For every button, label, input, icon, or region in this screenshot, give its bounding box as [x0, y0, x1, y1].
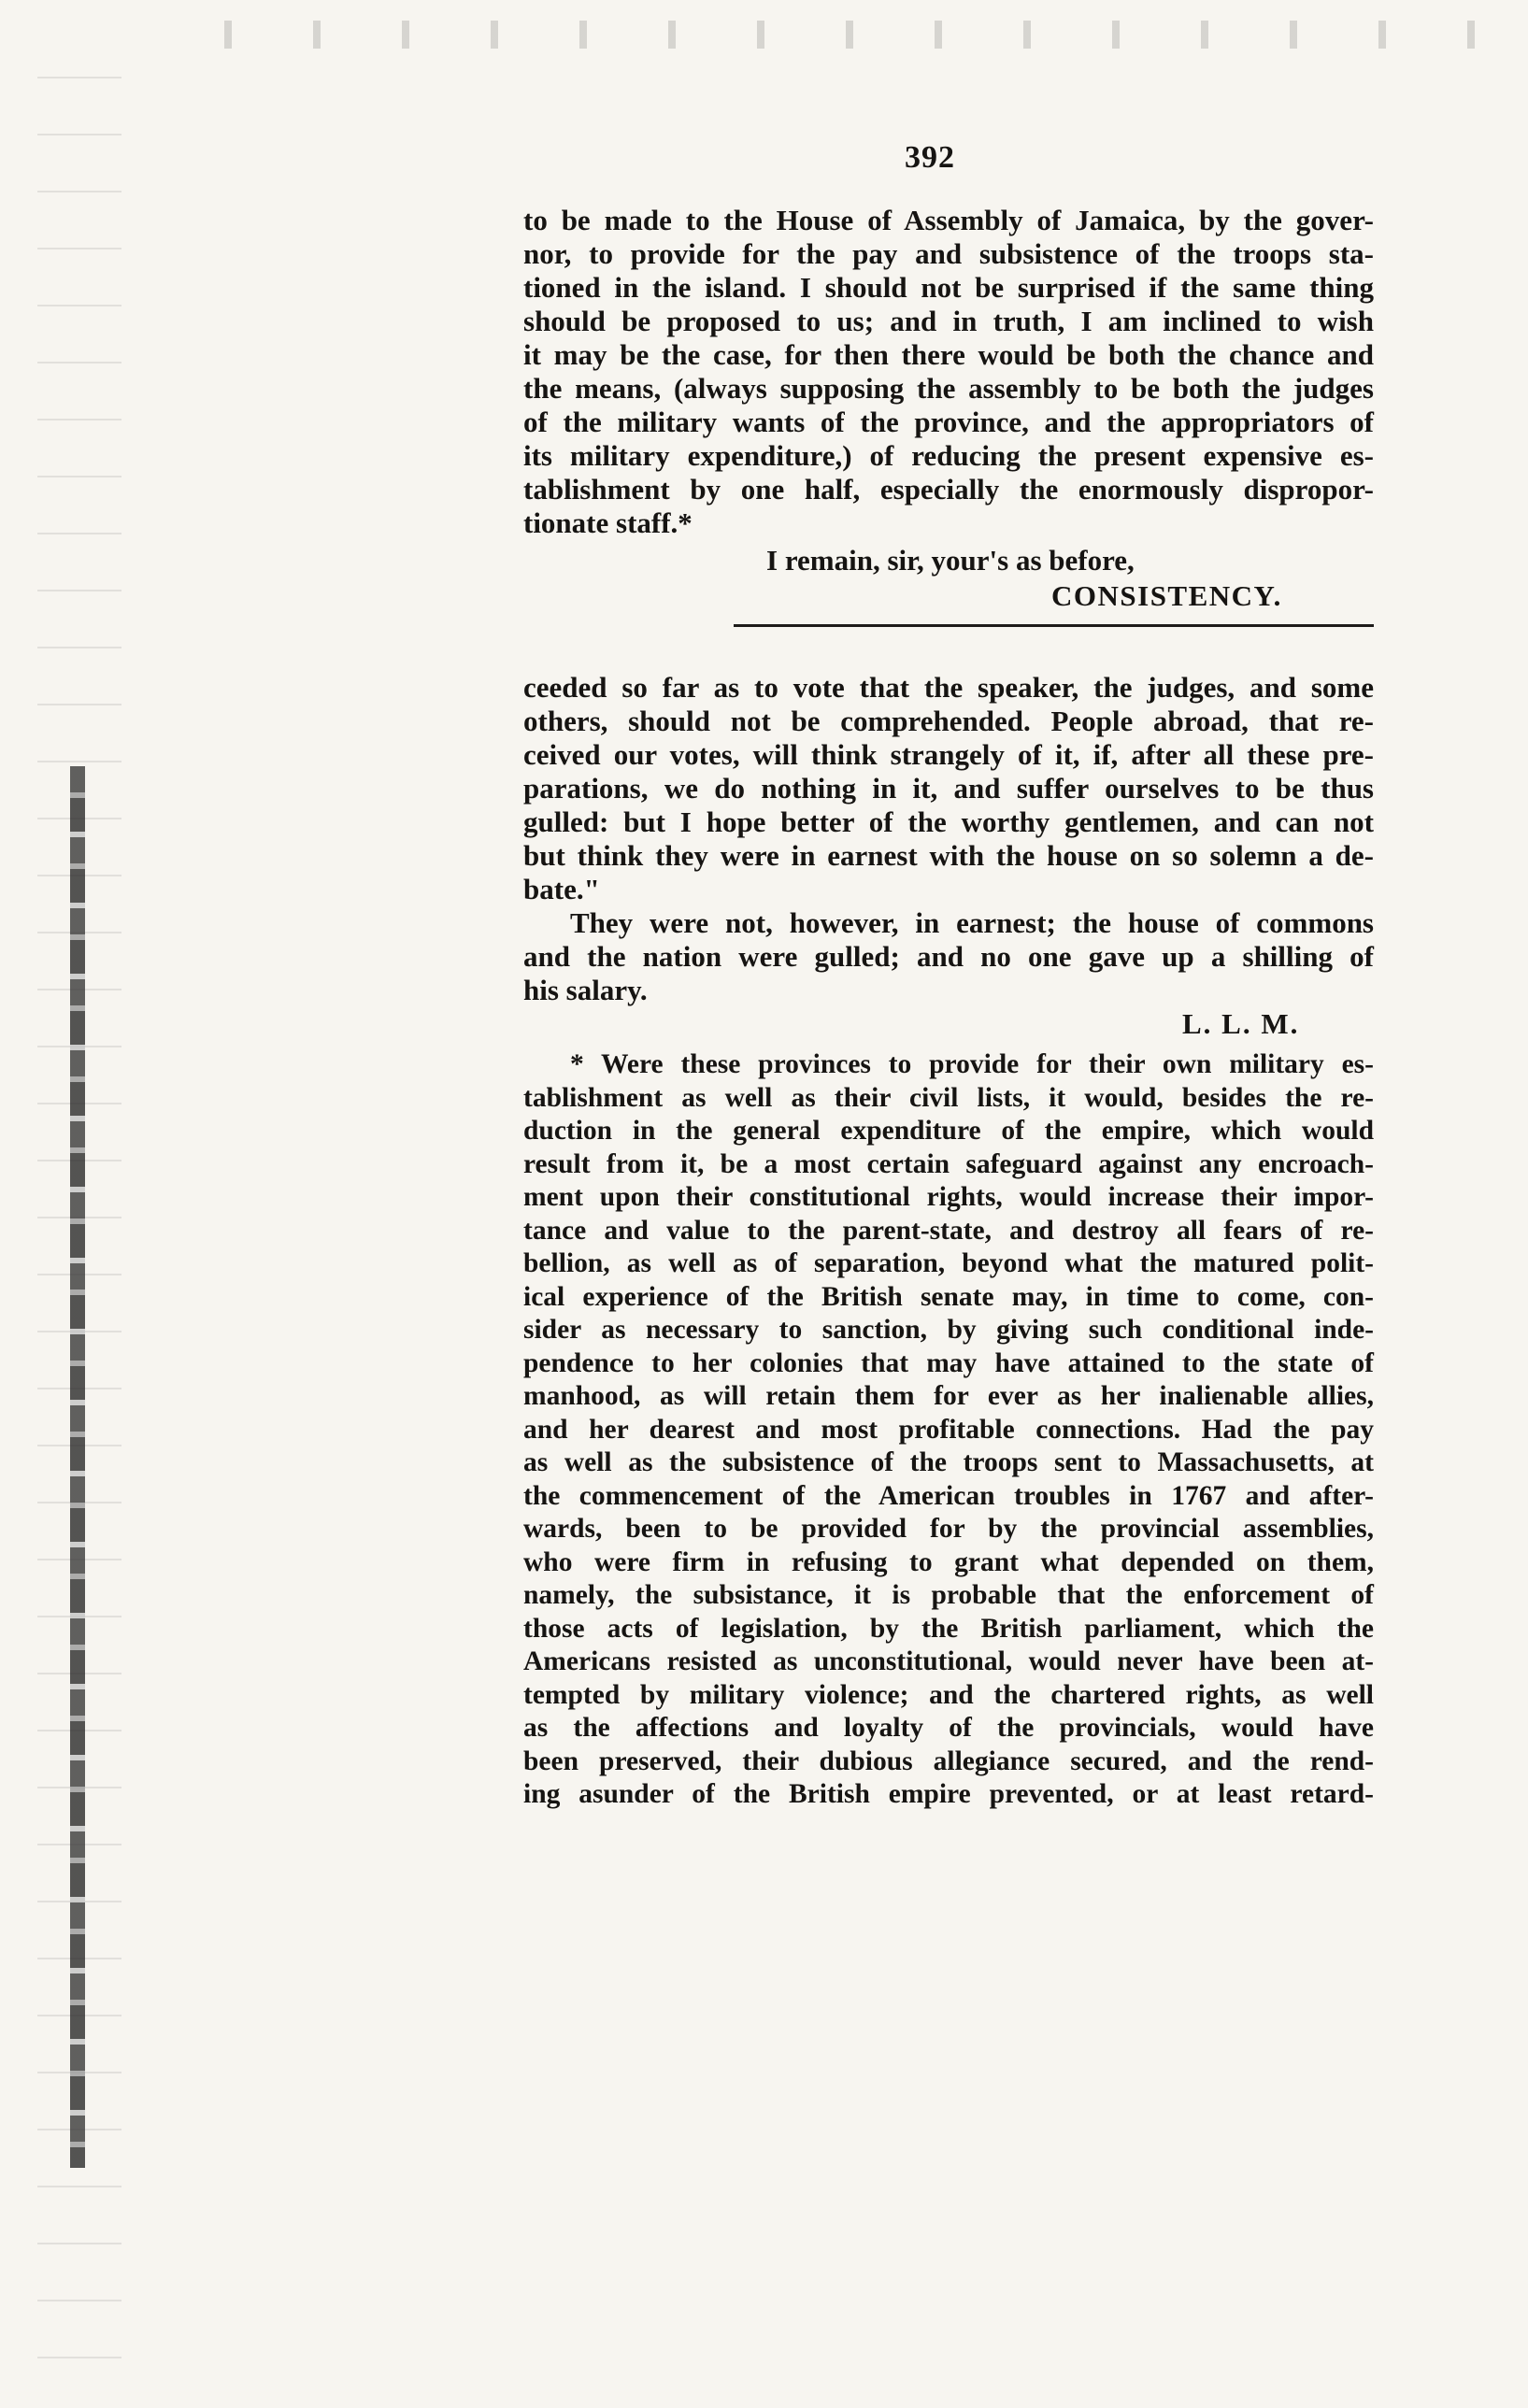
- signature: CONSISTENCY.: [1051, 579, 1282, 612]
- text-line: bate.": [523, 873, 600, 905]
- text-line: result from it, be a most certain safeguard against any encroach-: [523, 1148, 1374, 1179]
- footnote-text: [523, 1048, 1374, 1812]
- author-initials: L. L. M.: [1182, 1007, 1300, 1040]
- text-line: tance and value to the parent-state, and destroy all fears of re-: [523, 1215, 1374, 1246]
- text-line: his salary.: [523, 974, 648, 1006]
- text-line: the commencement of the American troubles in 1767 and after-: [523, 1480, 1374, 1511]
- text-line: the means, (always supposing the assembly to be both the judges: [523, 372, 1374, 405]
- text-line: and the nation were gulled; and no one gave up a shilling of: [523, 940, 1374, 973]
- text-line: ceeded so far as to vote that the speaker, the judges, and some: [523, 671, 1374, 704]
- text-line: tablishment by one half, especially the enormously dispropor-: [523, 473, 1374, 506]
- quoted-text: [523, 671, 1374, 1007]
- text-line: duction in the general expenditure of the empire, which would: [523, 1116, 1374, 1146]
- text-line: others, should not be comprehended. People abroad, that re-: [523, 705, 1374, 737]
- text-line: of the military wants of the province, and the appropriators of: [523, 406, 1374, 438]
- text-line: ceived our votes, will think strangely of it, if, after all these pre-: [523, 738, 1374, 771]
- text-line: tionate staff.*: [523, 506, 693, 539]
- text-line: been preserved, their dubious allegiance secured, and the rend-: [523, 1745, 1374, 1776]
- scanned-top-margin: [187, 21, 1477, 49]
- text-line: manhood, as will retain them for ever as her inalienable allies,: [523, 1381, 1374, 1411]
- text-line: as the affections and loyalty of the provincials, would have: [523, 1713, 1374, 1743]
- text-line: should be proposed to us; and in truth, I am inclined to wish: [523, 305, 1374, 337]
- text-line: tempted by military violence; and the chartered rights, as well: [523, 1679, 1374, 1710]
- text-line: and her dearest and most profitable connections. Had the pay: [523, 1414, 1374, 1445]
- page-number: 392: [905, 140, 955, 175]
- text-line: ical experience of the British senate may, in time to come, con-: [523, 1281, 1374, 1312]
- text-line: They were not, however, in earnest; the house of commons: [570, 906, 1374, 939]
- text-line: tablishment as well as their civil lists, it would, besides the re-: [523, 1082, 1374, 1113]
- text-line: ing asunder of the British empire prevented, or at least retard-: [523, 1779, 1374, 1809]
- closing-line: I remain, sir, your's as before,: [766, 544, 1135, 577]
- section-rule: [734, 624, 1374, 627]
- text-line: tioned in the island. I should not be surprised if the same thing: [523, 271, 1374, 304]
- letter-text: [523, 204, 1374, 540]
- text-line: it may be the case, for then there would be both the chance and: [523, 338, 1374, 371]
- text-line: those acts of legislation, by the British parliament, which the: [523, 1613, 1374, 1644]
- text-line: gulled: but I hope better of the worthy gentlemen, and can not: [523, 805, 1374, 838]
- text-line: as well as the subsistence of the troops sent to Massachusetts, at: [523, 1447, 1374, 1477]
- text-line: but think they were in earnest with the house on so solemn a de-: [523, 839, 1374, 872]
- text-line: wards, been to be provided for by the provincial assemblies,: [523, 1514, 1374, 1544]
- text-line: namely, the subsistance, it is probable that the enforcement of: [523, 1580, 1374, 1610]
- text-line: Americans resisted as unconstitutional, would never have been at-: [523, 1646, 1374, 1676]
- text-line: sider as necessary to sanction, by giving such conditional inde-: [523, 1315, 1374, 1345]
- text-line: its military expenditure,) of reducing the present expensive es-: [523, 439, 1374, 472]
- text-line: ment upon their constitutional rights, would increase their impor-: [523, 1182, 1374, 1212]
- text-line: nor, to provide for the pay and subsistence of the troops sta-: [523, 237, 1374, 270]
- text-line: * Were these provinces to provide for their own military es-: [570, 1049, 1374, 1079]
- text-line: who were firm in refusing to grant what depended on them,: [523, 1546, 1374, 1577]
- text-line: parations, we do nothing in it, and suffer ourselves to be thus: [523, 772, 1374, 805]
- text-line: to be made to the House of Assembly of Jamaica, by the gover-: [523, 204, 1374, 236]
- text-line: bellion, as well as of separation, beyond what the matured polit-: [523, 1248, 1374, 1278]
- scanned-page-edge: [37, 56, 121, 2373]
- text-line: pendence to her colonies that may have attained to the state of: [523, 1347, 1374, 1378]
